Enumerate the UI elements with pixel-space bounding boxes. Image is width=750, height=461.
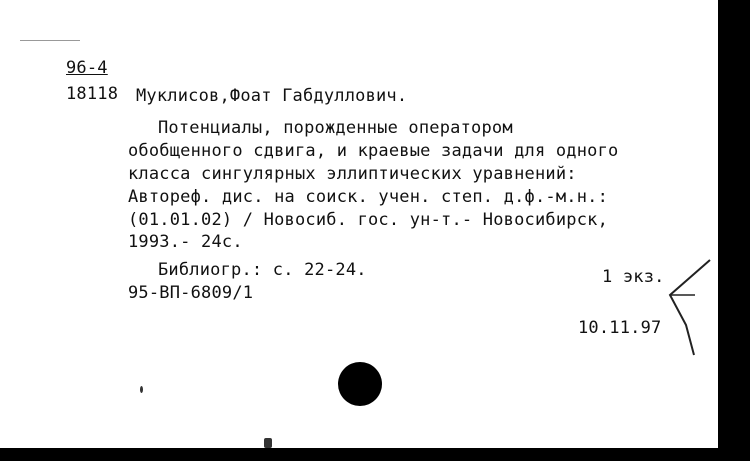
title-line: Потенциалы, порожденные оператором bbox=[158, 118, 513, 138]
shelf-code: 96-4 bbox=[66, 58, 108, 78]
ink-speck bbox=[20, 40, 80, 41]
bibliography-note: Библиогр.: с. 22-24. bbox=[158, 260, 367, 280]
title-line: Автореф. дис. на соиск. учен. степ. д.ф.-м.н.: bbox=[128, 187, 609, 207]
torn-corner-mark bbox=[640, 255, 718, 360]
punch-hole bbox=[338, 362, 382, 406]
title-line: 1993.- 24с. bbox=[128, 232, 243, 252]
title-line: класса сингулярных эллиптических уравнений: bbox=[128, 164, 577, 184]
ink-speck bbox=[140, 386, 143, 393]
title-line: (01.01.02) / Новосиб. гос. ун-т.- Новосибирск, bbox=[128, 210, 609, 230]
copies-count: 1 экз. bbox=[602, 267, 665, 287]
record-number: 18118 bbox=[66, 84, 119, 104]
title-line: обобщенного сдвига, и краевые задачи для одного bbox=[128, 141, 619, 161]
author-name: Муклисов,Фоат Габдуллович. bbox=[136, 86, 408, 106]
date-stamp: 10.11.97 bbox=[578, 318, 662, 338]
registry-number: 95-ВП-6809/1 bbox=[128, 283, 254, 303]
ink-speck bbox=[264, 438, 272, 448]
